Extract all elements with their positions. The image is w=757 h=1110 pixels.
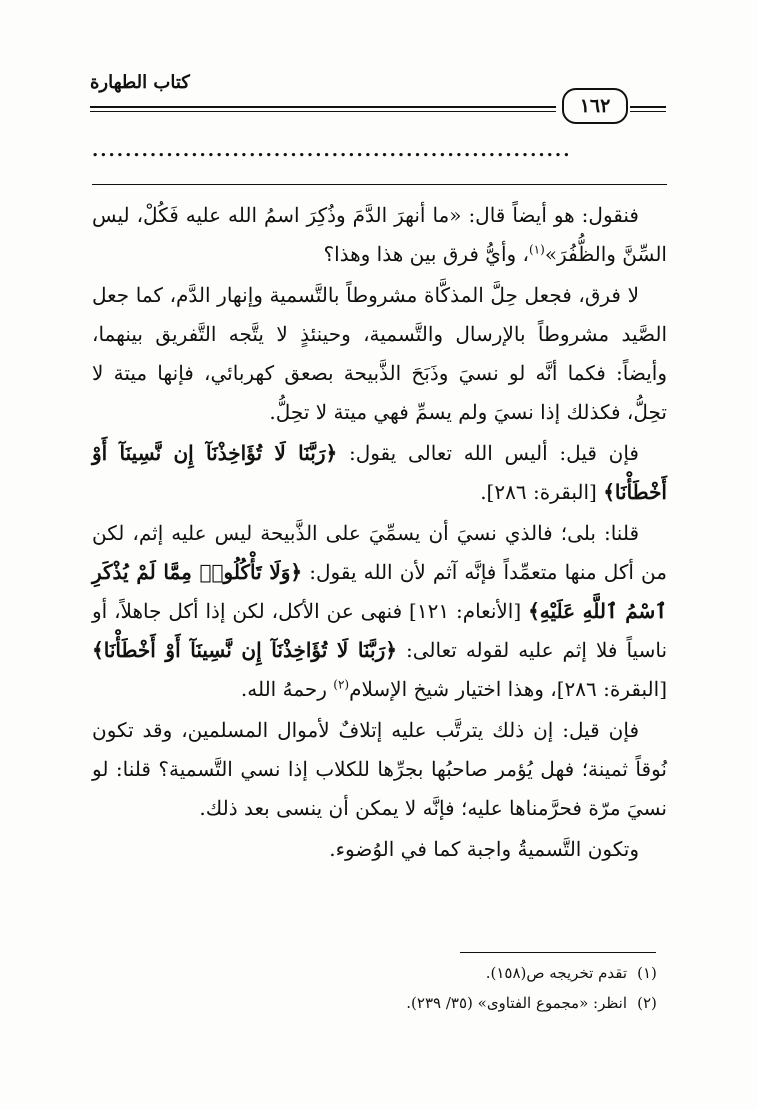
p1-tail: ، وأيُّ فرق بين هذا وهذا؟	[323, 242, 529, 266]
header-rule-thin	[90, 111, 556, 112]
p4-part1: قلنا: بلى؛ فالذي نسيَ أن يسمِّيَ على الذَّبيحة ليس عليه إثم، لكن من أكل منها متعمِّداً فإنَّه آثم لأن الله يقول:	[92, 521, 667, 584]
p4-part4: رحمهُ الله.	[240, 677, 327, 701]
p3-intro: فإن قيل: أليس الله تعالى يقول:	[348, 441, 639, 465]
quran-verse: ﴿رَبَّنَا لَا تُؤَاخِذْنَآ إِن نَّسِينَآ أَوْ أَخْطَأْنَا﴾	[92, 441, 667, 504]
footnote-text: انظر: «مجموع الفتاوى» (٣٥/ ٢٣٩).	[406, 994, 627, 1012]
footnotes	[92, 958, 667, 1018]
p4-part2: فنهى عن الأكل، لكن إذا أكل جاهلاً، أو ناسياً فلا إثم عليه لقوله تعالى:	[92, 599, 668, 662]
footnote-ref-2: (٢)	[333, 677, 350, 692]
footnote-rule	[460, 952, 656, 953]
quran-verse: ﴿رَبَّنَا لَا تُؤَاخِذْنَآ إِن نَّسِينَآ أَوْ أَخْطَأْنَا﴾	[92, 638, 397, 662]
header-rule-right-thin	[630, 111, 666, 112]
dotted-separator: ..........................................................	[92, 140, 572, 161]
paragraph-3	[92, 434, 667, 512]
page-number: ١٦٢	[562, 88, 628, 124]
verse-reference: [البقرة: ٢٨٦].	[480, 480, 597, 504]
paragraph-6: وتكون التَّسميةُ واجبة كما في الوُضوء.	[329, 837, 639, 861]
verse-reference: [الأنعام: ١٢١]	[409, 599, 522, 623]
paragraph-5: فإن قيل: إن ذلك يترتَّب عليه إتلافٌ لأموال المسلمين، وقد تكون نُوقاً ثمينة؛ فهل يُؤمر صاحبُها بجرِّها للكلاب إذا نسي التَّسمية؟ قلنا: لو نسيَ مرّة فحرَّمناها عليه؛ فإنَّه لا يمكن أن ينسى بعد ذلك.	[92, 718, 667, 820]
p1-intro: فنقول: هو أيضاً قال: «ما أنهرَ الدَّمَ وذُكِرَ اسمُ الله عليه فَكُلْ، ليس السِّنَّ والظُّفُرَ»	[92, 203, 667, 266]
header-rule-right	[630, 106, 666, 108]
footnote-ref-1: (١)	[528, 242, 545, 257]
paragraph-4	[92, 514, 667, 709]
page-header	[90, 66, 666, 122]
paragraph-2: لا فرق، فجعل حِلَّ المذكَّاة مشروطاً بالتَّسمية وإنهار الدَّم، كما جعل الصَّيد مشروطاً بالإرسال والتَّسمية، وحينئذٍ لا يتَّجه التَّفريق بينهما، وأيضاً: فكما أنَّه لو نسيَ وذَبَحَ الذَّبيحة بصعق كهربائي، فإنها ميتة لا تحِلُّ، فكذلك إذا نسيَ ولم يسمِّ فهي ميتة لا تحِلُّ.	[92, 283, 667, 424]
paragraph-1	[92, 196, 667, 274]
quran-verse: ﴿وَلَا تَأْكُلُوا۟ مِمَّا لَمْ يُذْكَرِ ٱسْمُ ٱللَّهِ عَلَيْهِ﴾	[92, 560, 668, 623]
verse-reference: [البقرة: ٢٨٦]	[556, 677, 667, 701]
footnote-2	[92, 988, 667, 1018]
footnote-number: (١)	[637, 964, 657, 982]
header-rule	[90, 106, 556, 108]
top-rule	[92, 184, 667, 185]
main-text	[92, 196, 667, 871]
p4-part3: ، وهذا اختيار شيخ الإسلام	[349, 677, 557, 701]
book-title: كتاب الطهارة	[90, 72, 190, 93]
footnote-text: تقدم تخريجه ص(١٥٨).	[485, 964, 627, 982]
footnote-1	[92, 958, 667, 988]
footnote-number: (٢)	[637, 994, 657, 1012]
